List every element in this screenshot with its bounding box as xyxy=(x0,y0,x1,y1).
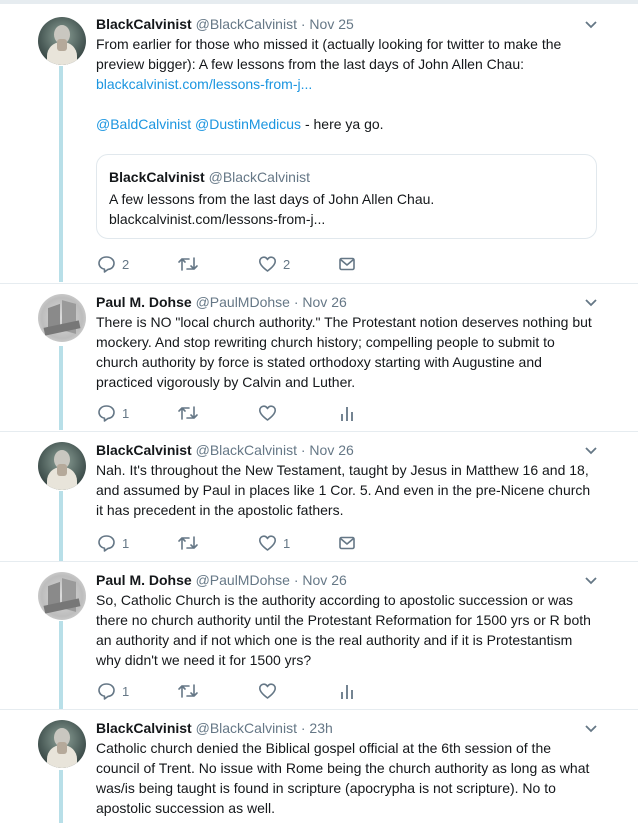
author-name[interactable]: BlackCalvinist xyxy=(96,442,192,458)
avatar[interactable] xyxy=(38,442,86,490)
timestamp[interactable]: Nov 26 xyxy=(302,572,347,588)
avatar[interactable] xyxy=(38,720,86,768)
analytics-button[interactable] xyxy=(340,681,354,701)
tweet-text-line: From earlier for those who missed it (actually looking for twitter to make the xyxy=(96,36,562,52)
direct-message-button[interactable] xyxy=(338,254,356,274)
author-name[interactable]: BlackCalvinist xyxy=(96,16,192,32)
tweet-header xyxy=(96,293,347,311)
like-icon xyxy=(258,255,277,273)
author-handle[interactable]: @PaulMDohse xyxy=(195,572,290,588)
tweet-text-line: it has precedent in the apostolic fathers. xyxy=(96,502,344,518)
timestamp[interactable]: Nov 25 xyxy=(309,16,354,32)
tweet-header xyxy=(96,719,333,737)
avatar[interactable] xyxy=(38,17,86,65)
retweet-icon xyxy=(177,534,199,552)
tweet-text-line: council of Trent. No issue with Rome being the church authority as long as what xyxy=(96,760,590,776)
chevron-down-icon[interactable] xyxy=(584,443,598,457)
author-name[interactable]: BlackCalvinist xyxy=(96,720,192,736)
tweet-text-line: an authority and if not which one is the real authority and if it is Protestantism xyxy=(96,632,573,648)
author-handle[interactable]: @BlackCalvinist xyxy=(195,720,297,736)
tweet-text-line: preview bigger): A few lessons from the last days of John Allen Chau: xyxy=(96,56,525,72)
tweet-text-line: There is NO "local church authority." The Protestant notion deserves nothing but xyxy=(96,314,592,330)
quoted-author-name: BlackCalvinist xyxy=(109,169,205,185)
like-button[interactable] xyxy=(258,403,277,423)
retweet-icon xyxy=(177,404,199,422)
quoted-text: A few lessons from the last days of John Allen Chau. xyxy=(109,191,435,207)
tweet-text-line: was/is being taught is found in scripture (apocrypha is not scripture). No to xyxy=(96,780,556,796)
tweet-text xyxy=(96,590,606,670)
author-handle[interactable]: @BlackCalvinist xyxy=(195,442,297,458)
reply-count: 1 xyxy=(122,535,130,551)
tweet-header xyxy=(96,441,354,459)
tweet[interactable] xyxy=(0,709,638,824)
separator-dot: · xyxy=(300,720,306,736)
tweet-header xyxy=(96,15,354,33)
like-button[interactable] xyxy=(258,254,290,274)
tweet-text xyxy=(96,738,606,818)
dm-icon xyxy=(338,255,356,273)
chevron-down-icon[interactable] xyxy=(584,295,598,309)
tweet[interactable] xyxy=(0,431,638,562)
tweet-text-line: apostolic succession as well. xyxy=(96,800,275,816)
reply-icon xyxy=(97,534,116,552)
tweet-text-line: So, Catholic Church is the authority according to apostolic succession or was xyxy=(96,592,574,608)
tweet-text-line: practiced vigorously by Calvin and Luther. xyxy=(96,374,356,390)
tweet-text xyxy=(96,34,606,134)
separator-dot: · xyxy=(293,572,299,588)
separator-dot: · xyxy=(293,294,299,310)
reply-icon xyxy=(97,255,116,273)
mention-link[interactable]: @BaldCalvinist xyxy=(96,116,192,132)
like-button[interactable] xyxy=(258,681,277,701)
retweet-button[interactable] xyxy=(177,681,199,701)
tweet[interactable] xyxy=(0,283,638,431)
tweet-text-line: and assumed by Paul in places like 1 Cor. 5. And even in the pre-Nicene church xyxy=(96,482,591,498)
tweet-text-line: Nah. It's throughout the New Testament, taught by Jesus in Matthew 16 and 18, xyxy=(96,462,589,478)
tweet-text-line: there no church authority until the Protestant Reformation for 1500 yrs or R both xyxy=(96,612,591,628)
reply-button[interactable] xyxy=(97,254,129,274)
like-button[interactable] xyxy=(258,533,290,553)
like-icon xyxy=(258,404,277,422)
timestamp[interactable]: Nov 26 xyxy=(302,294,347,310)
reply-count: 1 xyxy=(122,683,130,699)
reply-button[interactable] xyxy=(97,533,129,553)
retweet-button[interactable] xyxy=(177,403,199,423)
tweet-text-fragment: - here ya go. xyxy=(301,116,384,132)
reply-icon xyxy=(97,404,116,422)
tweet-text-line: why didn't we need it for 1500 yrs? xyxy=(96,652,312,668)
author-name[interactable]: Paul M. Dohse xyxy=(96,572,192,588)
tweet-text xyxy=(96,312,606,392)
reply-count: 2 xyxy=(122,256,130,272)
retweet-icon xyxy=(177,682,199,700)
avatar[interactable] xyxy=(38,294,86,342)
like-count: 1 xyxy=(283,535,291,551)
quoted-link: blackcalvinist.com/lessons-from-j... xyxy=(109,211,326,227)
quoted-author-handle: @BlackCalvinist xyxy=(208,169,310,185)
like-icon xyxy=(258,534,277,552)
like-icon xyxy=(258,682,277,700)
author-name[interactable]: Paul M. Dohse xyxy=(96,294,192,310)
chevron-down-icon[interactable] xyxy=(584,721,598,735)
reply-button[interactable] xyxy=(97,681,129,701)
analytics-button[interactable] xyxy=(340,403,354,423)
quoted-tweet[interactable] xyxy=(96,154,597,239)
chevron-down-icon[interactable] xyxy=(584,17,598,31)
tweet-link[interactable]: blackcalvinist.com/lessons-from-j... xyxy=(96,76,313,92)
tweet-text xyxy=(96,460,606,520)
tweet[interactable] xyxy=(0,561,638,710)
retweet-button[interactable] xyxy=(177,533,199,553)
tweet-header xyxy=(96,571,347,589)
separator-dot: · xyxy=(300,16,306,32)
chevron-down-icon[interactable] xyxy=(584,573,598,587)
tweet-text-line: Catholic church denied the Biblical gospel official at the 6th session of the xyxy=(96,740,552,756)
analytics-icon xyxy=(340,682,354,700)
mention-link[interactable]: @DustinMedicus xyxy=(195,116,302,132)
retweet-icon xyxy=(177,255,199,273)
direct-message-button[interactable] xyxy=(338,533,356,553)
avatar[interactable] xyxy=(38,572,86,620)
tweet-text-line: mockery. And stop rewriting church history; compelling people to submit to xyxy=(96,334,555,350)
reply-button[interactable] xyxy=(97,403,129,423)
timestamp[interactable]: Nov 26 xyxy=(309,442,354,458)
retweet-button[interactable] xyxy=(177,254,199,274)
like-count: 2 xyxy=(283,256,291,272)
dm-icon xyxy=(338,534,356,552)
reply-count: 1 xyxy=(122,405,130,421)
author-handle[interactable]: @BlackCalvinist xyxy=(195,16,297,32)
analytics-icon xyxy=(340,404,354,422)
author-handle[interactable]: @PaulMDohse xyxy=(195,294,290,310)
tweet[interactable] xyxy=(0,0,638,283)
timestamp[interactable]: 23h xyxy=(309,720,333,736)
reply-icon xyxy=(97,682,116,700)
tweet-text-line: church authority by force is stated orthodoxy starting with Augustine and xyxy=(96,354,542,370)
separator-dot: · xyxy=(300,442,306,458)
